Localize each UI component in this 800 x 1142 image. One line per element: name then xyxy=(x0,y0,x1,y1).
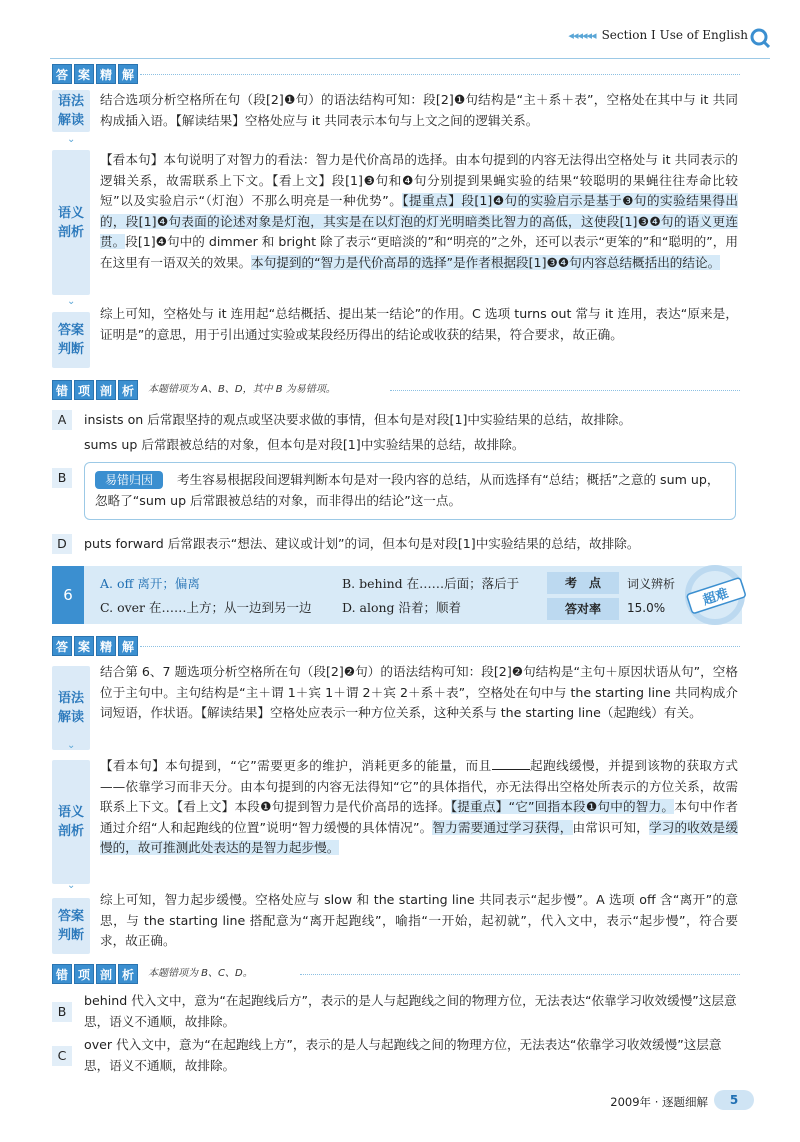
accuracy-value: 15.0% xyxy=(627,601,666,615)
heading-rule xyxy=(390,390,740,391)
grammar-label: 语法 解读 xyxy=(52,90,90,132)
answer-analysis-heading: 答 案 精 解 xyxy=(52,636,140,656)
heading-rule xyxy=(300,974,740,975)
answer-blank xyxy=(492,758,530,770)
mistake-cause-tag: 易错归因 xyxy=(95,471,163,489)
choice-d: D. along 沿着；顺着 xyxy=(342,600,462,615)
judgement-label: 答案 判断 xyxy=(52,898,90,954)
topic-value: 词义辨析 xyxy=(627,577,676,591)
difficulty-stamp-text: 超难 xyxy=(701,586,731,609)
chevron-down-icon: ⌄ xyxy=(67,134,76,145)
option-b-text: behind 代入文中，意为“在起跑线后方”，表示的是人与起跑线之间的物理方位，无法表达“依靠学习收效缓慢”这层意思，语义不通顺，故排除。 xyxy=(84,993,737,1029)
footer-text: 2009年 · 逐题细解 xyxy=(610,1095,708,1109)
semantic-label: 语义 剖析 xyxy=(52,760,90,884)
option-letter-d: D xyxy=(52,534,72,554)
section-title: Section I Use of English xyxy=(601,28,748,42)
chevron-down-icon: ⌄ xyxy=(67,740,76,751)
judgement-text: 综上可知，空格处与 it 连用起“总结概括、提出某一结论”的作用。C 选项 turns out 常与 it 连用，表达“原来是，证明是”的意思，用于引出通过实验或某段经历得出的结论或收获的结果，符合要求，故正确。 xyxy=(100,306,738,342)
mistake-cause-box: 易错归因 考生容易根据段间逻辑判断本句是对一段内容的总结，从而选择有“总结；概括”之意的 sum up，忽略了“sum up 后常跟被总结的对象，而非得出的结论”这一点。 xyxy=(84,462,736,520)
arrows-icon: ◂◂◂◂◂◂ xyxy=(568,29,596,42)
semantic-label: 语义 剖析 xyxy=(52,150,90,295)
option-b-text: sums up 后常跟被总结的对象，但本句是对段[1]中实验结果的总结，故排除。 xyxy=(84,437,525,452)
semantic-text: 【看本句】本句提到，“它”需要更多的维护，消耗更多的能量，而且 起跑线缓慢，并提到该物的获取方式——依靠学习而非天分。由本句提到的内容无法得知“它”的具体指代，亦无法得出空格处所表示的方位关系，故需联系上下文。【看上文】本段❶句提到智力是代价高昂的选择。【提重点】“它”回指本段❶句中的智力。本句中作者通过介绍“人和起跑线的位置”说明“智力缓慢的具体情况”。智力需要通过学习获得，由常识可知，学习的收效是缓慢的，故可推测此处表达的是智力起步慢。 xyxy=(100,758,739,856)
grammar-label: 语法 解读 xyxy=(52,666,90,750)
judgement-label: 答案 判断 xyxy=(52,312,90,368)
answer-analysis-heading: 答 案 精 解 xyxy=(52,64,140,84)
accuracy-label: 答对率 xyxy=(547,598,619,620)
wrong-options-note: 本题错项为 B、C、D。 xyxy=(148,968,253,979)
wrong-options-note: 本题错项为 A、B、D，其中 B 为易错项。 xyxy=(148,384,336,395)
question-number: 6 xyxy=(52,566,84,624)
heading-rule xyxy=(140,646,740,647)
difficulty-stamp-icon xyxy=(680,560,750,630)
option-letter-b: B xyxy=(52,1002,72,1022)
search-icon xyxy=(750,28,770,48)
grammar-text: 结合选项分析空格所在句（段[2]❶句）的语法结构可知：段[2]❶句结构是“主＋系＋表”，空格处在其中与 it 共同构成插入语。【解读结果】空格处应与 it 共同表示本句与上文之间的逻辑关系。 xyxy=(100,92,738,128)
heading-rule xyxy=(140,74,740,75)
option-d-text: puts forward 后常跟表示“想法、建议或计划”的词，但本句是对段[1]中实验结果的总结，故排除。 xyxy=(84,536,640,551)
grammar-text: 结合第 6、7 题选项分析空格所在句（段[2]❷句）的语法结构可知：段[2]❷句结构是“主句＋原因状语从句”，空格位于主句中。主句结构是“主＋谓 1＋宾 1＋谓 2＋宾 2＋系＋表”，空格处在句中与 the starting line 共同构成介词短语，作状语。【解读结果】空格处应表示一种方位关系，这种关系与 the starting line（起跑线）有关。 xyxy=(100,664,738,721)
chevron-down-icon: ⌄ xyxy=(67,296,76,307)
topic-label: 考 点 xyxy=(547,572,619,594)
running-header xyxy=(568,28,748,42)
option-a-text: insists on 后常跟坚持的观点或坚决要求做的事情，但本句是对段[1]中实验结果的总结，故排除。 xyxy=(84,412,632,427)
wrong-options-heading: 错 项 剖 析 本题错项为 A、B、D，其中 B 为易错项。 xyxy=(52,380,336,400)
wrong-options-heading: 错 项 剖 析 本题错项为 B、C、D。 xyxy=(52,964,253,984)
choice-c: C. over 在……上方；从一边到另一边 xyxy=(100,600,312,615)
semantic-text: 【看本句】本句说明了对智力的看法：智力是代价高昂的选择。由本句提到的内容无法得出空格处与 it 共同表示的逻辑关系，故需联系上下文。【看上文】段[1]❸句和❹句分别提到果蝇实验的结果“较聪明的果蝇往往寿命比较短”以及实验启示“（灯泡）不那么明亮是一种优势”。【提重点】段[1]❹句的实验启示是基于❸句的实验结果得出的，段[1]❹句表面的论述对象是灯泡，其实是在以灯泡的灯光明暗类比智力的高低，这使段[1]❸❹句的语义更连贯。段[1]❹句中的 dimmer 和 bright 除了表示“更暗淡的”和“明亮的”之外，还可以表示“更笨的”和“聪明的”，用在这里有一语双关的效果。本句提到的“智力是代价高昂的选择”是作者根据段[1]❸❹句内容总结概括出的结论。 xyxy=(100,152,738,270)
chevron-down-icon: ⌄ xyxy=(67,880,76,891)
choice-a: A. off 离开；偏离 xyxy=(100,576,200,591)
question-6-options xyxy=(52,566,742,624)
option-letter-c: C xyxy=(52,1046,72,1066)
option-letter-b: B xyxy=(52,468,72,488)
judgement-text: 综上可知，智力起步缓慢。空格处应与 slow 和 the starting line 共同表示“起步慢”。A 选项 off 含“离开”的意思，与 the starting line 搭配意为“离开起跑线”，喻指“一开始，起初就”，代入文中，表示“起步慢”，符合要求，故正确。 xyxy=(100,892,738,949)
option-letter-a: A xyxy=(52,410,72,430)
choice-b: B. behind 在……后面；落后于 xyxy=(342,576,520,591)
page-number: 5 xyxy=(714,1090,754,1110)
header-divider xyxy=(50,58,770,59)
option-c-text: over 代入文中，意为“在起跑线上方”，表示的是人与起跑线之间的物理方位，无法表达“依靠学习收效缓慢”这层意思，语义不通顺，故排除。 xyxy=(84,1037,722,1073)
